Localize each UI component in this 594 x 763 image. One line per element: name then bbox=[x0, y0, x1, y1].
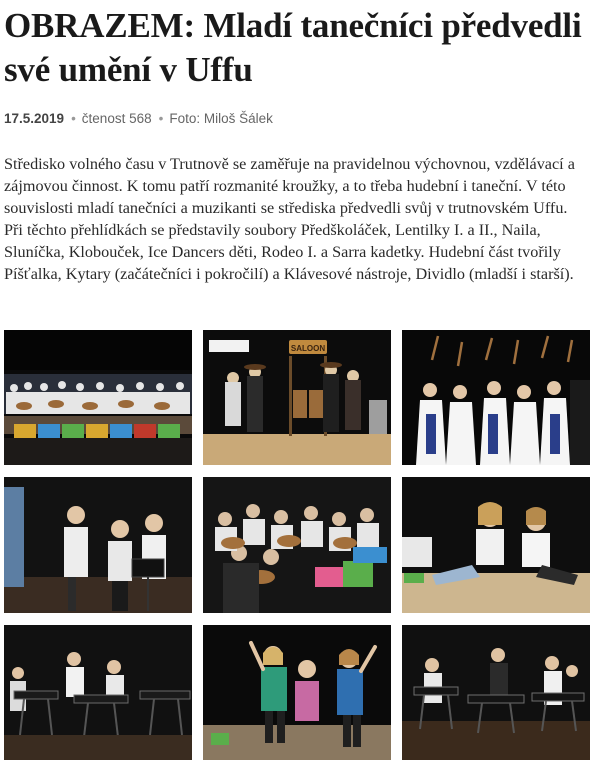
article-title: OBRAZEM: Mladí tanečníci předvedli své umění v Uffu bbox=[4, 6, 582, 89]
photo-image bbox=[203, 330, 391, 465]
photo-image bbox=[402, 330, 590, 465]
photo-image bbox=[4, 330, 192, 465]
gallery-photo-drama-dance[interactable] bbox=[203, 625, 391, 760]
photo-image bbox=[402, 477, 590, 613]
photo-image bbox=[203, 625, 391, 760]
gallery-photo-guitar-kids[interactable] bbox=[203, 477, 391, 613]
article-views: čtenost 568 bbox=[81, 111, 152, 126]
gallery-photo-recorder-players[interactable] bbox=[4, 477, 192, 613]
article-meta bbox=[4, 110, 273, 128]
saloon-sign-text: SALOON bbox=[290, 344, 326, 353]
gallery-photo-keyboard-players[interactable] bbox=[4, 625, 192, 760]
gallery-photo-guitar-ensemble[interactable] bbox=[4, 330, 192, 465]
gallery-photo-sitting-dancers[interactable] bbox=[402, 477, 590, 613]
photo-image bbox=[402, 625, 590, 760]
photo-image bbox=[4, 477, 192, 613]
article-date: 17.5.2019 bbox=[4, 111, 65, 126]
gallery-photo-keyboard-group[interactable] bbox=[402, 625, 590, 760]
photo-credit: Foto: Miloš Šálek bbox=[169, 111, 273, 126]
meta-separator: • bbox=[158, 111, 164, 126]
photo-image bbox=[4, 625, 192, 760]
photo-image bbox=[203, 477, 391, 613]
meta-separator: • bbox=[71, 111, 76, 126]
article-body: Středisko volného času v Trutnově se zaměřuje na pravidelnou výchovnou, vzdělávací a zájmovou činnost. K tomu patří rozmanité kroužky, a to třeba hudební i taneční. V této souvislosti mladí tanečníci a muzikanti se střediska předvedli svůj v trutnovském Uffu. Při těchto přehlídkách se představily soubory Předškoláček, Lentilky I. a II., Naila, Sluníčka, Klobouček, Ice Dancers děti, Rodeo I. a Sarra kadetky. Hudební část tvořily Píšťalka, Kytary (začátečníci i pokročilí) a Klávesové nástroje, Dividlo (mladší i starší). bbox=[4, 155, 575, 283]
gallery-photo-drumsticks-dance[interactable] bbox=[402, 330, 590, 465]
gallery-photo-saloon-scene[interactable] bbox=[203, 330, 391, 465]
photo-gallery bbox=[4, 330, 590, 760]
